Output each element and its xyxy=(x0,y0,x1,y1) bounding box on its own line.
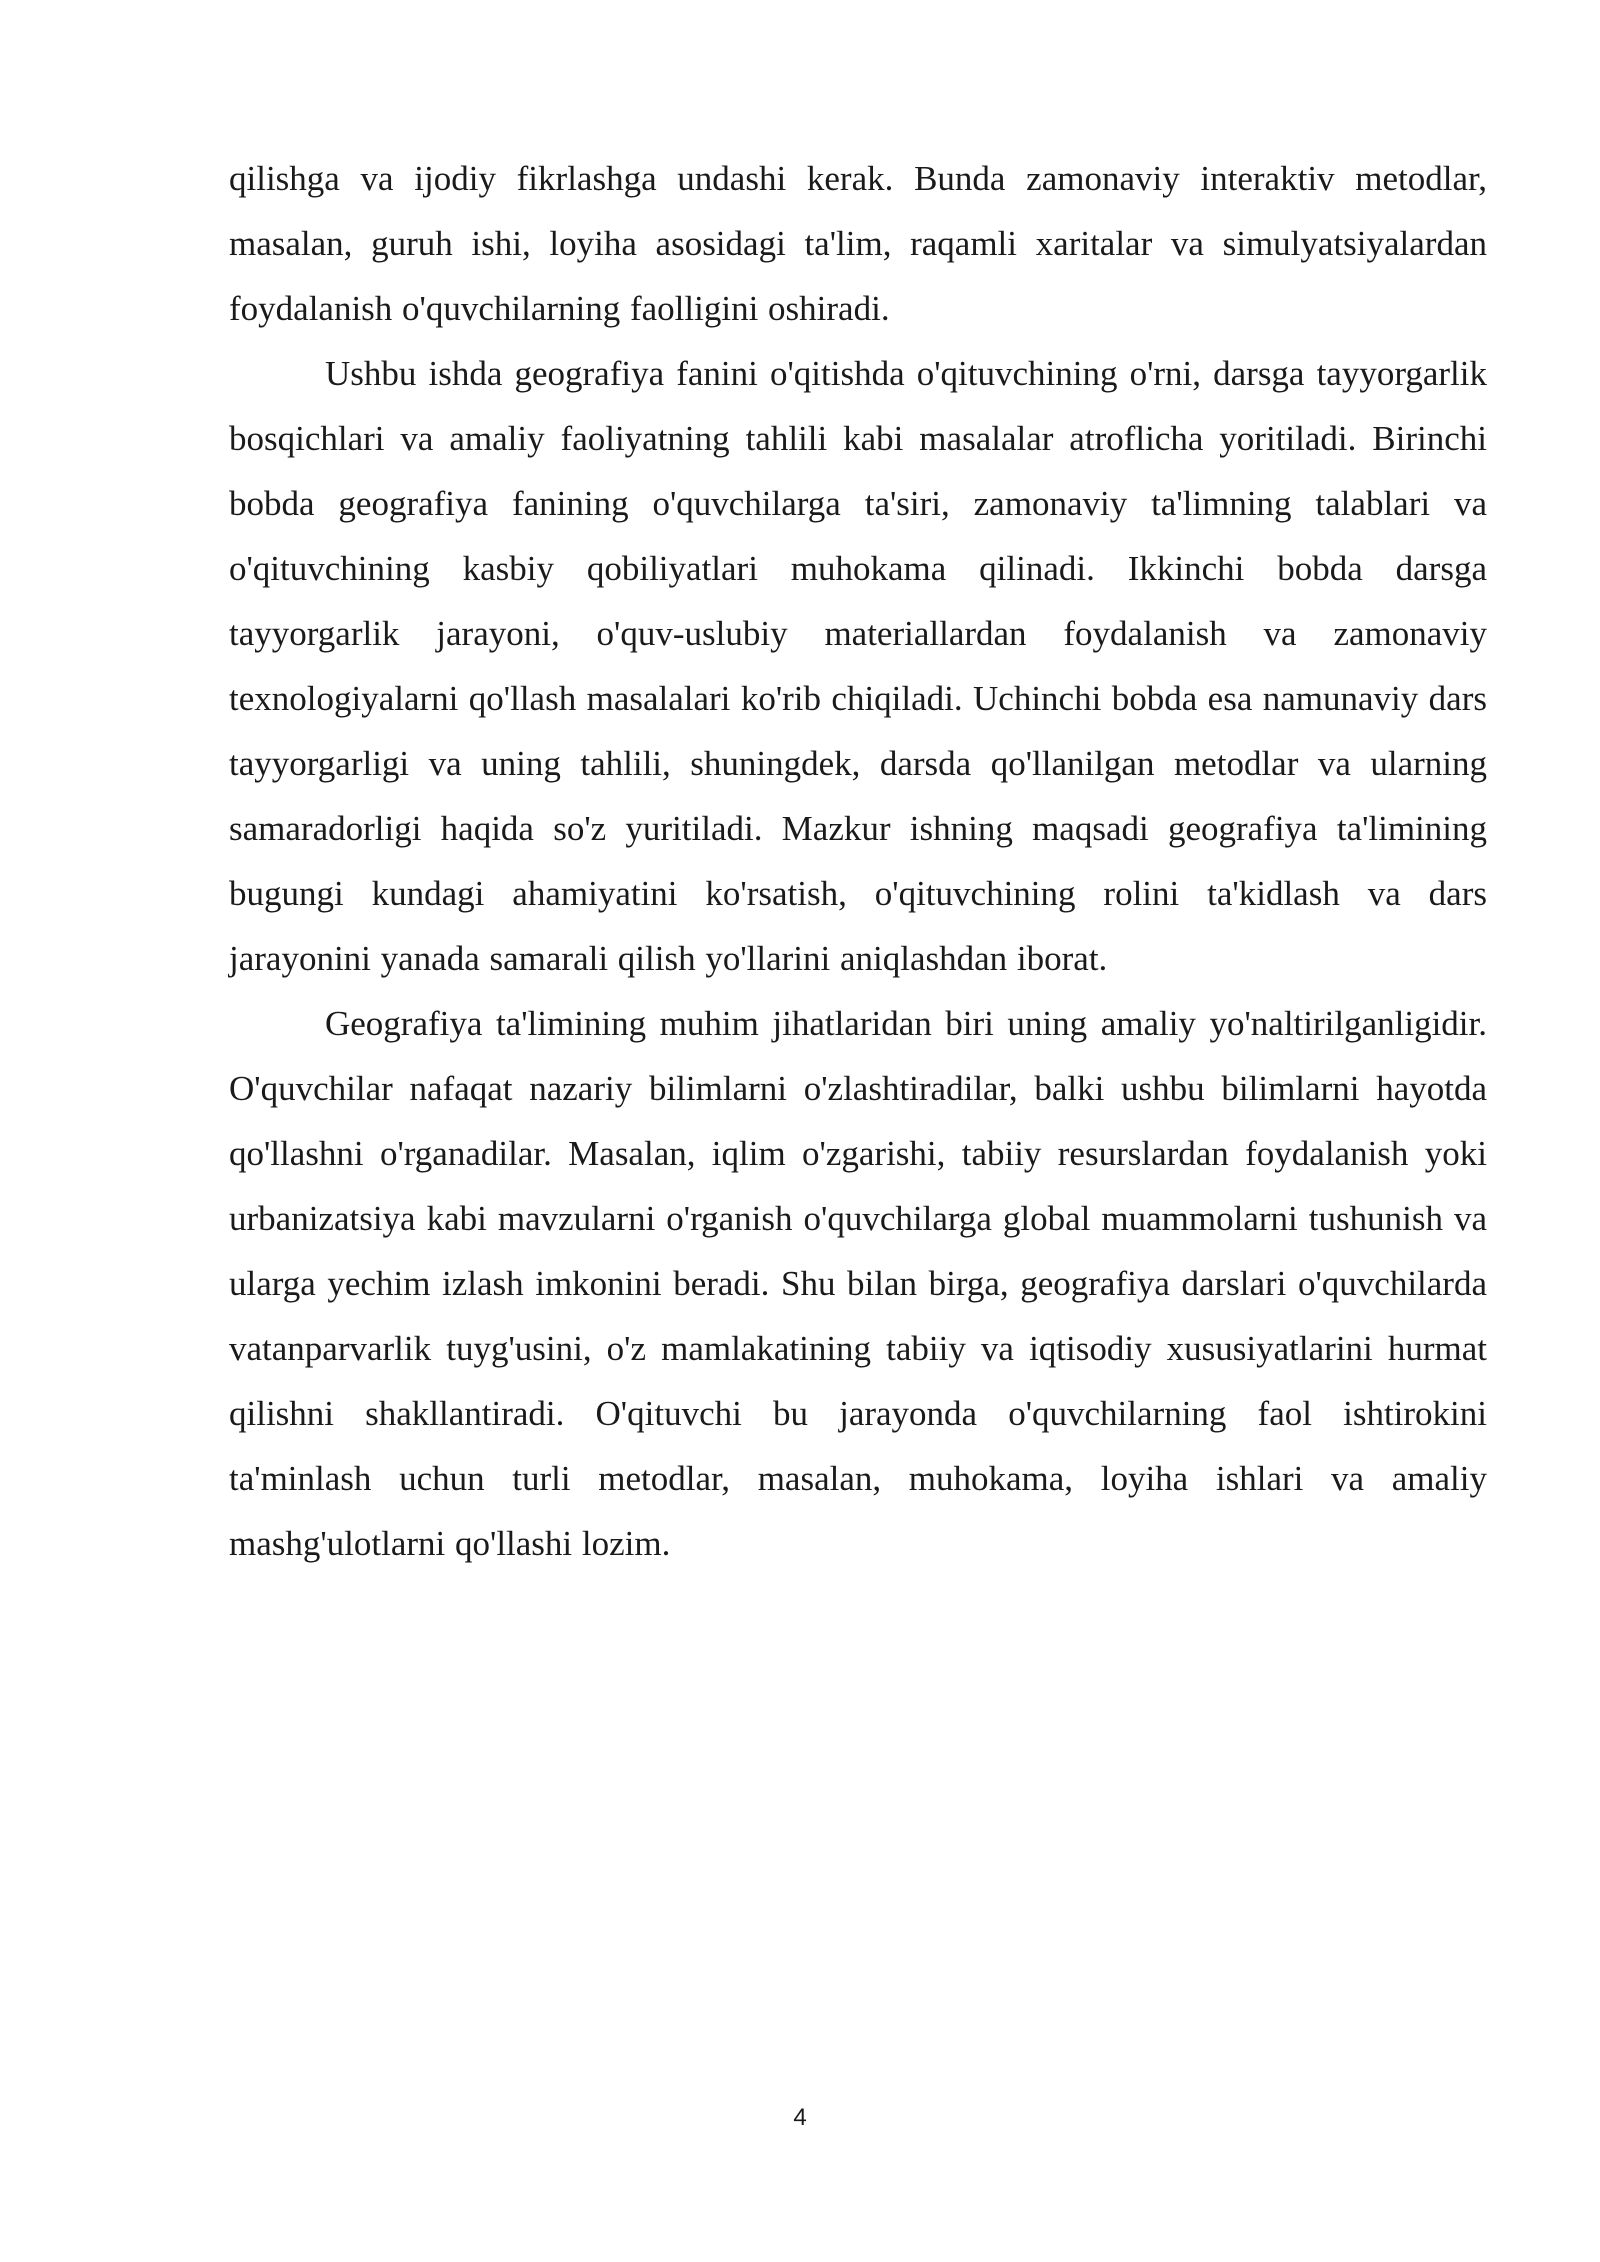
body-text xyxy=(229,146,1487,1576)
paragraph-work-overview: Ushbu ishda geografiya fanini o'qitishda o'qituvchining o'rni, darsga tayyorgarlik bosqichlari va amaliy faoliyatning tahlili kabi masalalar atroflicha yoritiladi. Birinchi bobda geografiya fanining o'quvchilarga ta'siri, zamonaviy ta'limning talablari va o'qituvchining kasbiy qobiliyatlari muhokama qilinadi. Ikkinchi bobda darsga tayyorgarlik jarayoni, o'quv-uslubiy materiallardan foydalanish va zamonaviy texnologiyalarni qo'llash masalalari ko'rib chiqiladi. Uchinchi bobda esa namunaviy dars tayyorgarligi va uning tahlili, shuningdek, darsda qo'llanilgan metodlar va ularning samaradorligi haqida so'z yuritiladi. Mazkur ishning maqsadi geografiya ta'limining bugungi kundagi ahamiyatini ko'rsatish, o'qituvchining rolini ta'kidlash va dars jarayonini yanada samarali qilish yo'llarini aniqlashdan iborat. xyxy=(229,354,1487,978)
page-number: 4 xyxy=(793,2104,807,2131)
paragraph-practical-orientation: Geografiya ta'limining muhim jihatlaridan biri uning amaliy yo'naltirilganligidir. O'quvchilar nafaqat nazariy bilimlarni o'zlashtiradilar, balki ushbu bilimlarni hayotda qo'llashni o'rganadilar. Masalan, iqlim o'zgarishi, tabiiy resurslardan foydalanish yoki urbanizatsiya kabi mavzularni o'rganish o'quvchilarga global muammolarni tushunish va ularga yechim izlash imkonini beradi. Shu bilan birga, geografiya darslari o'quvchilarda vatanparvarlik tuyg'usini, o'z mamlakatining tabiiy va iqtisodiy xususiyatlarini hurmat qilishni shakllantiradi. O'qituvchi bu jarayonda o'quvchilarning faol ishtirokini ta'minlash uchun turli metodlar, masalan, muhokama, loyiha ishlari va amaliy mashg'ulotlarni qo'llashi lozim. xyxy=(229,1004,1487,1563)
paragraph-continuation: qilishga va ijodiy fikrlashga undashi kerak. Bunda zamonaviy interaktiv metodlar, masalan, guruh ishi, loyiha asosidagi ta'lim, raqamli xaritalar va simulyatsiyalardan foydalanish o'quvchilarning faolligini oshiradi. xyxy=(229,159,1487,328)
